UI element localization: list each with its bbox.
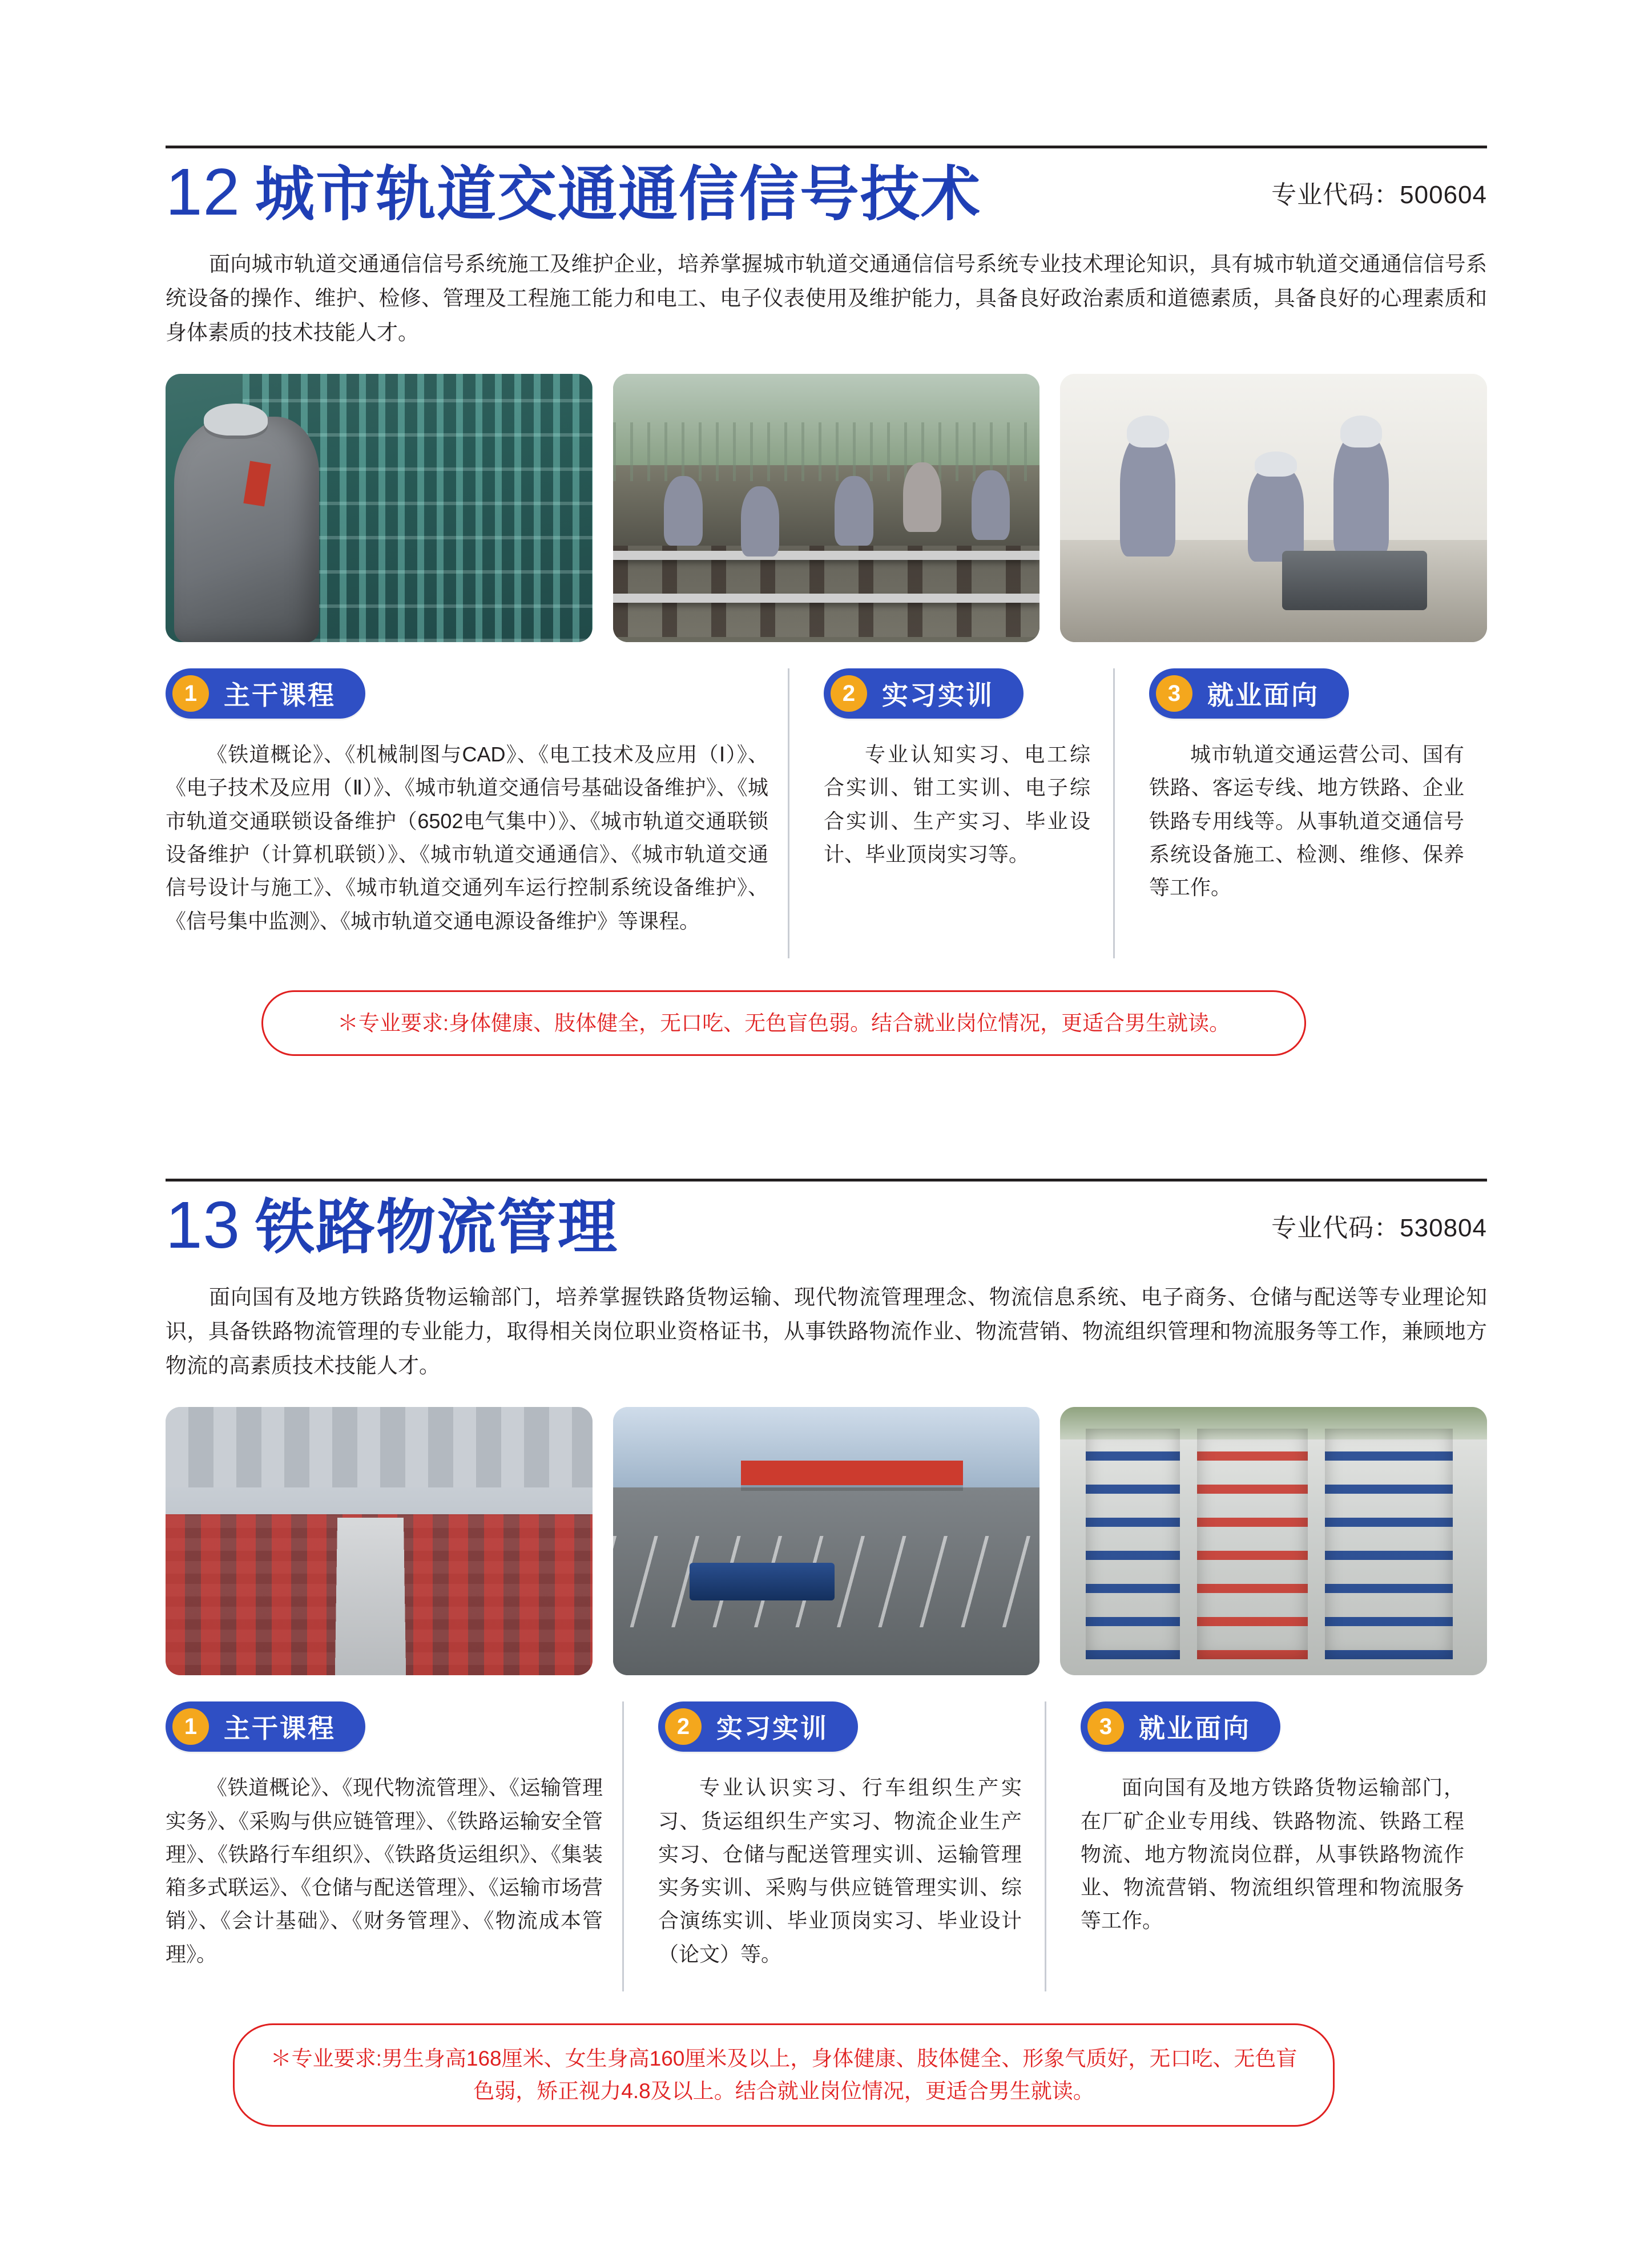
program-intro: 面向国有及地方铁路货物运输部门，培养掌握铁路货物运输、现代物流管理理念、物流信息系统、电子商务、仓储与配送等专业理论知识，具备铁路物流管理的专业能力，取得相关岗位职业资格证书，从事铁路物流作业、物流营销、物流组织管理和物流服务等工作，兼顾地方物流的高素质技术技能人才。	[166, 1285, 1487, 1378]
program-intro: 面向城市轨道交通通信信号系统施工及维护企业，培养掌握城市轨道交通通信信号系统专业技术理论知识，具有城市轨道交通通信信号系统设备的操作、维护、检修、管理及工程施工能力和电工、电子仪表使用及维护能力，具备良好政治素质和道德素质，具备良好的心理素质和身体素质的技术技能人才。	[166, 252, 1487, 345]
section-heading	[166, 155, 982, 229]
section-rule	[166, 146, 1487, 148]
badge-label: 主干课程	[224, 1713, 336, 1744]
column-internship	[622, 1701, 1045, 1991]
section-header	[166, 155, 1487, 229]
student-figure	[1333, 433, 1389, 556]
student-figure	[1248, 465, 1303, 562]
section-number: 13	[166, 1188, 241, 1263]
page-title: 城市轨道交通通信信号技术	[255, 159, 982, 229]
section-number: 12	[166, 155, 241, 229]
page-bottom-spacer	[166, 2127, 1486, 2195]
badge-internship	[824, 668, 1024, 719]
program-section-13	[166, 1056, 1486, 2127]
storage-rack	[1197, 1429, 1308, 1659]
badge-label: 就业面向	[1139, 1713, 1251, 1744]
storage-rack	[1086, 1429, 1179, 1659]
badge-number: 3	[1087, 1708, 1124, 1745]
badge-internship	[658, 1701, 858, 1752]
photo-warehouse-goods	[166, 1407, 593, 1675]
core-courses-text: 《铁道概论》、《现代物流管理》、《运输管理实务》、《采购与供应链管理》、《铁路运输安全管理》、《铁路行车组织》、《铁路货运组织》、《集装箱多式联运》、《仓储与配送管理》、《运输市场营销》、《会计基础》、《财务管理》、《物流成本管理》。	[166, 1776, 603, 1966]
badge-number: 2	[831, 675, 867, 712]
worker-figure	[741, 486, 779, 556]
photo-strip	[166, 374, 1487, 642]
core-courses-text: 《铁道概论》、《机械制图与CAD》、《电工技术及应用（Ⅰ）》、《电子技术及应用（Ⅱ）》、《城市轨道交通信号基础设备维护》、《城市轨道交通联锁设备维护（6502电气集中）》、《城市轨道交通联锁设备维护（计算机联锁）》、《城市轨道交通通信》、《城市轨道交通信号设计与施工》、《城市轨道交通列车运行控制系统设备维护》、《信号集中监测》、《城市轨道交通电源设备维护》等课程。	[166, 743, 768, 933]
internship-text: 专业认识实习、行车组织生产实习、货运组织生产实习、物流企业生产实习、仓储与配送管理实训、运输管理实务实训、采购与供应链管理实训、综合演练实训、毕业顶岗实习、毕业设计（论文）等。	[658, 1776, 1022, 1966]
cap	[1340, 416, 1383, 447]
requirement-note: ＊专业要求:身体健康、肢体健全，无口吃、无色盲色弱。结合就业岗位情况，更适合男生就读。	[261, 990, 1306, 1056]
photo-container-yard-train	[613, 1407, 1040, 1675]
worker-cap	[204, 404, 268, 436]
internship-text: 专业认知实习、电工综合实训、钳工实训、电子综合实训、生产实习、毕业设计、毕业顶岗实习等。	[824, 743, 1090, 866]
cap	[1127, 416, 1169, 447]
page-title: 铁路物流管理	[255, 1192, 619, 1263]
employment-text: 城市轨道交通运营公司、国有铁路、客运专线、地方铁路、企业铁路专用线等。从事轨道交通信号系统设备施工、检测、维修、保养等工作。	[1149, 743, 1464, 900]
column-employment	[1113, 668, 1487, 958]
photo-automated-racking	[1060, 1407, 1487, 1675]
column-internship	[788, 668, 1113, 958]
worker-figure	[972, 470, 1010, 540]
badge-label: 实习实训	[716, 1713, 828, 1744]
badge-employment	[1081, 1701, 1280, 1752]
photo-signal-rack-worker	[166, 374, 593, 642]
storage-rack	[1325, 1429, 1453, 1659]
freight-train	[690, 1563, 835, 1600]
equipment-unit	[1282, 551, 1427, 610]
badge-number: 1	[172, 675, 209, 712]
requirement-note: ＊专业要求:男生身高168厘米、女生身高160厘米及以上，身体健康、肢体健全、形象气质好，无口吃、无色盲色弱，矫正视力4.8及以上。结合就业岗位情况，更适合男生就读。	[233, 2023, 1335, 2127]
program-columns	[166, 668, 1487, 958]
section-rule	[166, 1179, 1487, 1182]
badge-number: 1	[172, 1708, 209, 1745]
section-header	[166, 1188, 1487, 1263]
column-core-courses	[166, 668, 788, 958]
warehouse-aisle	[335, 1518, 406, 1675]
employment-text: 面向国有及地方铁路货物运输部门，在厂矿企业专用线、铁路物流、铁路工程物流、地方物流岗位群，从事铁路物流作业、物流营销、物流组织管理和物流服务等工作。	[1081, 1776, 1464, 1933]
student-figure	[1120, 433, 1175, 556]
photo-equipment-lab-training	[1060, 374, 1487, 642]
badge-number: 3	[1156, 675, 1192, 712]
program-section-12	[166, 0, 1486, 1056]
badge-core-courses	[166, 668, 365, 719]
badge-label: 就业面向	[1207, 680, 1319, 711]
badge-label: 主干课程	[224, 680, 336, 711]
worker-figure	[664, 476, 702, 546]
column-employment	[1045, 1701, 1487, 1991]
rail	[613, 551, 1040, 560]
badge-label: 实习实训	[882, 680, 994, 711]
column-core-courses	[166, 1701, 622, 1991]
section-heading	[166, 1188, 619, 1263]
badge-employment	[1149, 668, 1349, 719]
cap	[1255, 451, 1297, 477]
worker-figure	[903, 462, 941, 532]
rail	[613, 594, 1040, 603]
photo-strip	[166, 1407, 1487, 1675]
major-code: 专业代码：530804	[1271, 1214, 1487, 1243]
badge-number: 2	[665, 1708, 702, 1745]
major-code: 专业代码：500604	[1271, 181, 1487, 209]
gantry-crane	[741, 1461, 963, 1485]
warehouse-roof	[166, 1407, 593, 1487]
program-columns	[166, 1701, 1487, 1991]
fence	[613, 422, 1040, 481]
photo-track-maintenance-team	[613, 374, 1040, 642]
badge-core-courses	[166, 1701, 365, 1752]
worker-tie	[243, 461, 271, 507]
worker-figure	[835, 476, 873, 546]
